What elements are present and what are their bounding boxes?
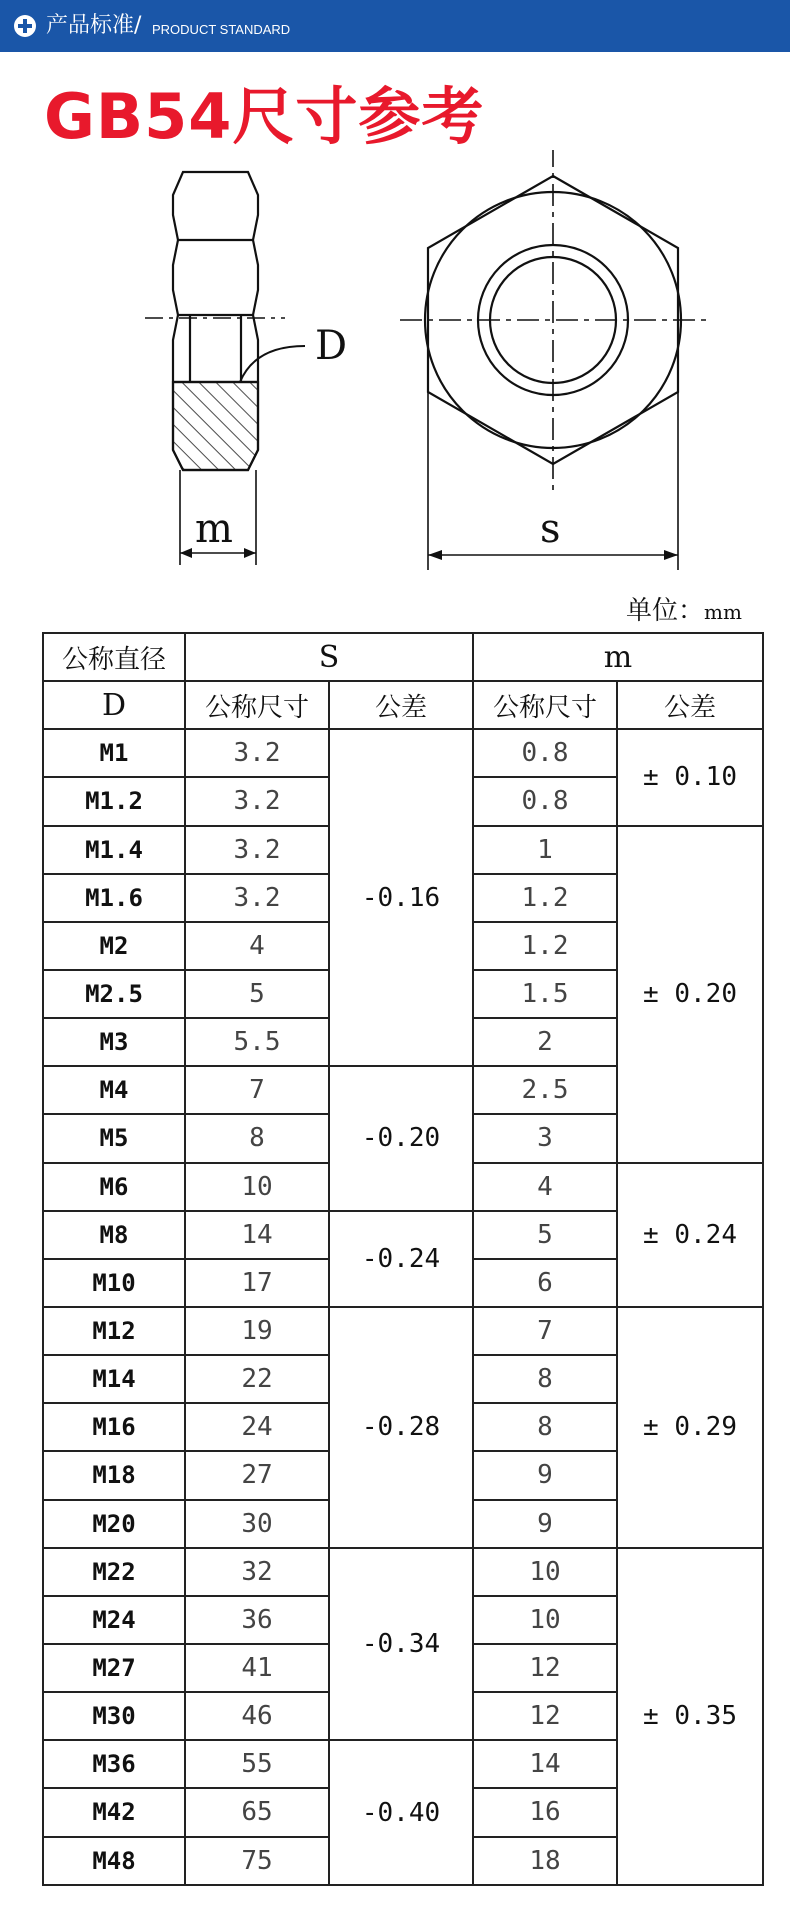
- header-m-tolerance: 公差: [617, 681, 763, 729]
- cell-s-tolerance: -0.20: [329, 1066, 473, 1210]
- cell-nominal-diameter: M2.5: [43, 970, 185, 1018]
- header-m-nominal-size: 公称尺寸: [473, 681, 617, 729]
- cell-m-nominal-size: 4: [473, 1163, 617, 1211]
- cell-nominal-diameter: M18: [43, 1451, 185, 1499]
- header-nominal-diameter: 公称直径: [43, 633, 185, 681]
- cell-s-nominal-size: 27: [185, 1451, 329, 1499]
- cell-s-tolerance: -0.34: [329, 1548, 473, 1741]
- cell-m-nominal-size: 12: [473, 1692, 617, 1740]
- cell-m-nominal-size: 6: [473, 1259, 617, 1307]
- cell-nominal-diameter: M48: [43, 1837, 185, 1885]
- cell-nominal-diameter: M8: [43, 1211, 185, 1259]
- cell-m-nominal-size: 1.2: [473, 874, 617, 922]
- cell-s-nominal-size: 8: [185, 1114, 329, 1162]
- cell-m-tolerance: ± 0.24: [617, 1163, 763, 1307]
- cell-m-tolerance: ± 0.35: [617, 1548, 763, 1885]
- header-m: m: [473, 633, 763, 681]
- cell-s-nominal-size: 30: [185, 1500, 329, 1548]
- cell-s-nominal-size: 41: [185, 1644, 329, 1692]
- banner-title-en: PRODUCT STANDARD: [152, 22, 291, 37]
- cell-s-nominal-size: 5.5: [185, 1018, 329, 1066]
- cell-nominal-diameter: M24: [43, 1596, 185, 1644]
- label-s: s: [540, 506, 561, 552]
- cell-nominal-diameter: M1.2: [43, 777, 185, 825]
- cell-s-tolerance: -0.24: [329, 1211, 473, 1307]
- cell-s-nominal-size: 7: [185, 1066, 329, 1114]
- cell-s-tolerance: -0.16: [329, 729, 473, 1066]
- cell-m-tolerance: ± 0.20: [617, 826, 763, 1163]
- cell-s-nominal-size: 65: [185, 1788, 329, 1836]
- cell-s-nominal-size: 24: [185, 1403, 329, 1451]
- cell-m-nominal-size: 1: [473, 826, 617, 874]
- cell-m-nominal-size: 3: [473, 1114, 617, 1162]
- cell-s-nominal-size: 4: [185, 922, 329, 970]
- cell-nominal-diameter: M2: [43, 922, 185, 970]
- cell-m-nominal-size: 2: [473, 1018, 617, 1066]
- cell-m-nominal-size: 18: [473, 1837, 617, 1885]
- cell-s-nominal-size: 3.2: [185, 874, 329, 922]
- cell-s-nominal-size: 3.2: [185, 777, 329, 825]
- cell-s-nominal-size: 32: [185, 1548, 329, 1596]
- cell-nominal-diameter: M20: [43, 1500, 185, 1548]
- cell-m-nominal-size: 1.5: [473, 970, 617, 1018]
- cell-s-nominal-size: 5: [185, 970, 329, 1018]
- cell-nominal-diameter: M12: [43, 1307, 185, 1355]
- unit-value: mm: [704, 600, 742, 624]
- cell-m-nominal-size: 14: [473, 1740, 617, 1788]
- header-D: D: [43, 681, 185, 729]
- cell-m-nominal-size: 10: [473, 1596, 617, 1644]
- cell-s-tolerance: -0.40: [329, 1740, 473, 1885]
- cell-nominal-diameter: M10: [43, 1259, 185, 1307]
- cell-nominal-diameter: M4: [43, 1066, 185, 1114]
- unit-label: 单位：mm: [626, 596, 742, 626]
- section-banner: [0, 0, 790, 52]
- cell-nominal-diameter: M1: [43, 729, 185, 777]
- header-s-tolerance: 公差: [329, 681, 473, 729]
- cell-m-nominal-size: 8: [473, 1403, 617, 1451]
- cell-m-nominal-size: 1.2: [473, 922, 617, 970]
- cell-m-nominal-size: 7: [473, 1307, 617, 1355]
- cell-s-nominal-size: 46: [185, 1692, 329, 1740]
- cell-m-nominal-size: 5: [473, 1211, 617, 1259]
- cell-m-nominal-size: 9: [473, 1451, 617, 1499]
- cell-nominal-diameter: M16: [43, 1403, 185, 1451]
- cell-s-nominal-size: 22: [185, 1355, 329, 1403]
- cell-m-nominal-size: 10: [473, 1548, 617, 1596]
- table-row: [43, 729, 763, 777]
- cell-s-nominal-size: 10: [185, 1163, 329, 1211]
- cell-s-tolerance: -0.28: [329, 1307, 473, 1548]
- cell-s-nominal-size: 17: [185, 1259, 329, 1307]
- cell-m-nominal-size: 0.8: [473, 777, 617, 825]
- cell-s-nominal-size: 36: [185, 1596, 329, 1644]
- cell-nominal-diameter: M42: [43, 1788, 185, 1836]
- cell-m-tolerance: ± 0.29: [617, 1307, 763, 1548]
- banner-title-zh: 产品标准/: [46, 13, 142, 38]
- cell-s-nominal-size: 55: [185, 1740, 329, 1788]
- cell-nominal-diameter: M3: [43, 1018, 185, 1066]
- cell-m-nominal-size: 12: [473, 1644, 617, 1692]
- dimension-table: [42, 632, 764, 1886]
- cell-s-nominal-size: 14: [185, 1211, 329, 1259]
- header-S: S: [185, 633, 473, 681]
- cell-nominal-diameter: M1.6: [43, 874, 185, 922]
- cell-m-nominal-size: 0.8: [473, 729, 617, 777]
- cell-m-nominal-size: 2.5: [473, 1066, 617, 1114]
- cell-nominal-diameter: M27: [43, 1644, 185, 1692]
- label-m: m: [195, 506, 233, 552]
- label-D: D: [315, 323, 348, 369]
- cell-nominal-diameter: M30: [43, 1692, 185, 1740]
- cell-s-nominal-size: 3.2: [185, 729, 329, 777]
- nut-technical-drawing: [0, 150, 790, 590]
- cell-nominal-diameter: M1.4: [43, 826, 185, 874]
- cell-m-nominal-size: 8: [473, 1355, 617, 1403]
- header-s-nominal-size: 公称尺寸: [185, 681, 329, 729]
- cell-m-nominal-size: 16: [473, 1788, 617, 1836]
- cell-nominal-diameter: M36: [43, 1740, 185, 1788]
- cell-m-tolerance: ± 0.10: [617, 729, 763, 825]
- cell-nominal-diameter: M14: [43, 1355, 185, 1403]
- plus-circle-icon: [13, 14, 37, 38]
- cell-nominal-diameter: M6: [43, 1163, 185, 1211]
- table-row: [43, 1307, 763, 1355]
- cell-nominal-diameter: M5: [43, 1114, 185, 1162]
- table-row: [43, 1548, 763, 1596]
- cell-s-nominal-size: 75: [185, 1837, 329, 1885]
- page-title: GB54尺寸参考: [44, 80, 485, 153]
- cell-nominal-diameter: M22: [43, 1548, 185, 1596]
- cell-m-nominal-size: 9: [473, 1500, 617, 1548]
- cell-s-nominal-size: 3.2: [185, 826, 329, 874]
- cell-s-nominal-size: 19: [185, 1307, 329, 1355]
